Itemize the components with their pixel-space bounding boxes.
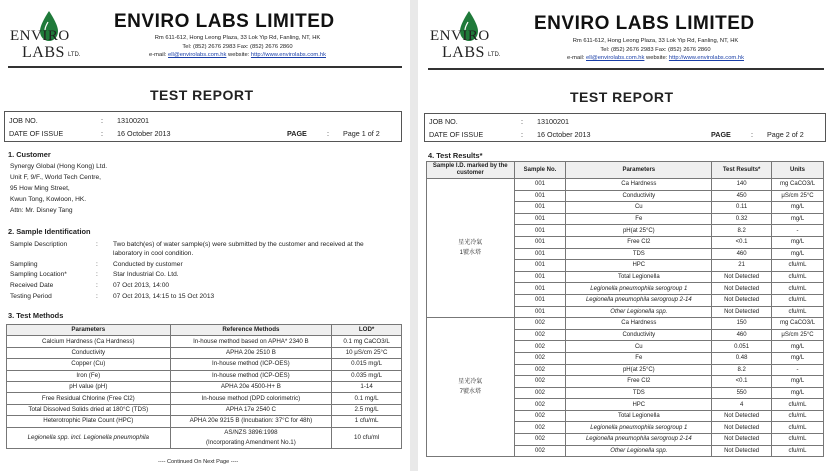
table-cell: μS/cm 25°C [772, 329, 824, 341]
table-cell: 8.2 [712, 225, 772, 237]
table-cell: Not Detected [712, 283, 772, 295]
table-cell: 001 [514, 260, 566, 272]
table-cell: Not Detected [712, 271, 772, 283]
table-cell: 0.035 mg/L [332, 370, 402, 381]
table-cell: mg/L [772, 213, 824, 225]
report-page-2 [418, 0, 836, 471]
table-cell: mg/L [772, 341, 824, 353]
report-page-1 [0, 0, 410, 471]
table-cell: Copper (Cu) [7, 359, 171, 370]
page-number: Page 2 of 2 [767, 130, 804, 139]
table-cell: Other Legionella spp. [566, 306, 712, 318]
table-cell: Conductivity [566, 329, 712, 341]
table-cell: 002 [514, 422, 566, 434]
contact-line [528, 54, 783, 63]
table-row [427, 179, 824, 191]
table-cell: cfu/mL [772, 306, 824, 318]
table-cell: Not Detected [712, 422, 772, 434]
report-title: TEST REPORT [570, 89, 674, 105]
logo-ltd: LTD. [488, 52, 501, 58]
table-cell: mg/L [772, 248, 824, 260]
table-cell: 1 cfu/mL [332, 416, 402, 427]
table-cell: mg/L [772, 387, 824, 399]
report-title: TEST REPORT [150, 87, 254, 103]
table-cell: 001 [514, 225, 566, 237]
table-cell [170, 427, 332, 448]
table-cell: <0.1 [712, 376, 772, 388]
enviro-labs-logo [430, 8, 535, 68]
customer-line: Unit F, 9/F., World Tech Centre, [10, 174, 102, 181]
table-cell: 001 [514, 271, 566, 283]
table-cell: Fe [566, 352, 712, 364]
table-cell: 001 [514, 248, 566, 260]
table-cell: APHA 17e 2540 C [170, 404, 332, 415]
address-line: Rm 611-612, Hong Leong Plaza, 33 Lok Yip Rd, Fanling, NT, HK [154, 35, 321, 41]
table-cell: HPC [566, 399, 712, 411]
email-link[interactable]: ell@envirolabs.com.hk [586, 55, 645, 62]
method-note: (Incorporating Amendment No.1) [206, 438, 296, 446]
table-cell: TDS [566, 387, 712, 399]
table-row [7, 404, 402, 415]
colon: : [101, 129, 103, 138]
id-value: Two batch(es) of water sample(s) were submitted by the customer and received at the [113, 241, 364, 248]
table-cell: 002 [514, 410, 566, 422]
colon: : [96, 282, 98, 289]
table-cell: 4 [712, 399, 772, 411]
table-cell: Total Legionella [566, 410, 712, 422]
page-label: PAGE [711, 130, 731, 139]
customer-heading: 1. Customer [8, 150, 51, 159]
table-cell: mg CaCO3/L [772, 179, 824, 191]
table-row [427, 318, 824, 330]
table-cell: Free Residual Chlorine (Free Cl2) [7, 393, 171, 404]
id-value: Conducted by customer [113, 261, 183, 268]
table-cell: mg/L [772, 202, 824, 214]
company-name: ENVIRO LABS LIMITED [534, 13, 755, 34]
table-row [7, 381, 402, 392]
colon: : [96, 293, 98, 300]
sample-identification-heading: 2. Sample Identification [8, 227, 91, 236]
id-label: Sampling Location* [10, 271, 67, 278]
colon: : [96, 271, 98, 278]
colon: : [96, 261, 98, 268]
table-row [7, 393, 402, 404]
sample-id-line: 星光冷氣 [458, 379, 483, 386]
table-cell: 460 [712, 329, 772, 341]
table-cell: 0.015 mg/L [332, 359, 402, 370]
table-cell: 001 [514, 190, 566, 202]
table-cell: 002 [514, 376, 566, 388]
test-methods-heading: 3. Test Methods [8, 311, 64, 320]
table-cell: 10 μS/cm 25°C [332, 347, 402, 358]
company-name: ENVIRO LABS LIMITED [114, 11, 335, 32]
table-cell: 001 [514, 202, 566, 214]
id-value: 07 Oct 2013, 14:15 to 15 Oct 2013 [113, 293, 215, 300]
column-header: LOD* [332, 325, 402, 336]
colon: : [521, 130, 523, 139]
table-row [7, 359, 402, 370]
table-cell: cfu/mL [772, 434, 824, 446]
test-results-table [426, 161, 824, 457]
table-cell: 450 [712, 190, 772, 202]
table-row [7, 416, 402, 427]
table-cell: μS/cm 25°C [772, 190, 824, 202]
id-label: Sampling [10, 261, 38, 268]
table-cell: 0.1 mg/L [332, 393, 402, 404]
id-value: laboratory in cool condition. [113, 250, 194, 257]
table-cell: Not Detected [712, 306, 772, 318]
sample-id-line: 1號水塔 [459, 250, 481, 257]
header-divider [8, 66, 402, 68]
column-header: Parameters [566, 162, 712, 179]
table-cell: 0.32 [712, 213, 772, 225]
job-no-value: 13100201 [117, 116, 149, 125]
table-cell: Cu [566, 341, 712, 353]
table-cell: Ca Hardness [566, 318, 712, 330]
job-no-value: 13100201 [537, 117, 569, 126]
table-cell: Other Legionella spp. [566, 445, 712, 457]
logo-word-enviro: ENVIRO [10, 28, 70, 44]
table-cell: 150 [712, 318, 772, 330]
table-cell: 10 cfu/ml [332, 427, 402, 448]
date-value: 16 October 2013 [117, 129, 171, 138]
table-cell: 001 [514, 236, 566, 248]
table-header-row [427, 162, 824, 179]
colon: : [101, 116, 103, 125]
colon: : [96, 241, 98, 248]
table-cell: Legionella pneumophila serogroup 2-14 [566, 294, 712, 306]
table-cell: 001 [514, 179, 566, 191]
table-cell: <0.1 [712, 236, 772, 248]
customer-line: Kwun Tong, Kowloon, HK. [10, 196, 87, 203]
table-cell: Conductivity [7, 347, 171, 358]
job-no-label: JOB NO. [429, 117, 458, 126]
website-label: website: [644, 55, 669, 62]
table-cell: Conductivity [566, 190, 712, 202]
table-cell: 002 [514, 434, 566, 446]
sample-id-line: 星光冷氣 [458, 240, 483, 247]
test-results-heading: 4. Test Results* [428, 151, 483, 160]
table-cell: Legionella spp. incl. Legionella pneumophila [7, 427, 171, 448]
id-value: 07 Oct 2013, 14:00 [113, 282, 170, 289]
table-cell: - [772, 364, 824, 376]
sample-id-cell [427, 318, 515, 457]
table-cell: mg CaCO3/L [772, 318, 824, 330]
table-cell: 0.051 [712, 341, 772, 353]
table-cell: Legionella pneumophila serogroup 2-14 [566, 434, 712, 446]
table-cell: Total Dissolved Solids dried at 180°C (TDS) [7, 404, 171, 415]
table-cell: 0.48 [712, 352, 772, 364]
logo-ltd: LTD. [68, 52, 81, 58]
colon: : [751, 130, 753, 139]
date-value: 16 October 2013 [537, 130, 591, 139]
table-row [7, 336, 402, 347]
table-cell: 1-14 [332, 381, 402, 392]
table-cell: In-house method (DPD colorimetric) [170, 393, 332, 404]
table-cell: APHA 20e 4500-H+ B [170, 381, 332, 392]
table-cell: cfu/mL [772, 271, 824, 283]
table-cell: APHA 20e 2510 B [170, 347, 332, 358]
column-header: Parameters [7, 325, 171, 336]
table-header-row [7, 325, 402, 336]
table-cell: 21 [712, 260, 772, 272]
column-header: Sample I.D. marked by the customer [427, 162, 515, 179]
column-header: Sample No. [514, 162, 566, 179]
test-methods-table [6, 324, 402, 449]
job-no-label: JOB NO. [9, 116, 38, 125]
table-cell: Legionella pneumophila serogroup 1 [566, 422, 712, 434]
date-label: DATE OF ISSUE [9, 129, 64, 138]
table-cell: Cu [566, 202, 712, 214]
table-cell: Calcium Hardness (Ca Hardness) [7, 336, 171, 347]
table-cell: Free Cl2 [566, 236, 712, 248]
table-cell: 001 [514, 294, 566, 306]
tel-fax-line: Tel: (852) 2676 2983 Fax: (852) 2676 2860 [182, 43, 293, 50]
email-label: e-mail: [149, 52, 169, 59]
table-cell: 460 [712, 248, 772, 260]
table-cell: Not Detected [712, 445, 772, 457]
table-cell: cfu/mL [772, 283, 824, 295]
id-label: Testing Period [10, 293, 52, 300]
table-cell: 140 [712, 179, 772, 191]
table-cell: APHA 20e 9215 B (Incubation: 37°C for 48h) [170, 416, 332, 427]
table-cell: cfu/mL [772, 410, 824, 422]
contact-line [110, 51, 365, 60]
address-line: Rm 611-612, Hong Leong Plaza, 33 Lok Yip Rd, Fanling, NT, HK [572, 38, 739, 44]
table-cell: pH(at 25°C) [566, 225, 712, 237]
page-label: PAGE [287, 129, 307, 138]
method-line: AS/NZS 3896:1998 [224, 428, 278, 436]
sample-id-cell [427, 179, 515, 318]
customer-line: Attn: Mr. Disney Tang [10, 207, 73, 214]
table-cell: cfu/mL [772, 260, 824, 272]
table-cell: Fe [566, 213, 712, 225]
table-cell: 0.1 mg CaCO3/L [332, 336, 402, 347]
table-cell: 002 [514, 329, 566, 341]
continued-note: ---- Continued On Next Page ---- [158, 459, 239, 465]
customer-line: Synergy Global (Hong Kong) Ltd. [10, 163, 108, 170]
table-cell: 550 [712, 387, 772, 399]
email-label: e-mail: [567, 55, 587, 62]
page-number: Page 1 of 2 [343, 129, 380, 138]
table-cell: 2.5 mg/L [332, 404, 402, 415]
sample-id-line: 7號水塔 [459, 389, 481, 396]
customer-line: 95 How Ming Street, [10, 185, 70, 192]
table-row [7, 427, 402, 448]
website-label: website: [226, 52, 251, 59]
colon: : [327, 129, 329, 138]
table-cell: In-house method based on APHA* 2340 B [170, 336, 332, 347]
table-cell: pH value (pH) [7, 381, 171, 392]
logo-word-enviro: ENVIRO [430, 28, 490, 44]
table-cell: mg/L [772, 376, 824, 388]
logo-word-labs: LABS [442, 44, 485, 61]
table-cell: cfu/mL [772, 399, 824, 411]
table-cell: Total Legionella [566, 271, 712, 283]
table-cell: - [772, 225, 824, 237]
table-cell: mg/L [772, 352, 824, 364]
report-info-box [4, 111, 402, 142]
table-cell: 001 [514, 213, 566, 225]
table-cell: Not Detected [712, 410, 772, 422]
table-row [7, 370, 402, 381]
table-cell: In-house method (ICP-OES) [170, 370, 332, 381]
table-cell: 002 [514, 352, 566, 364]
id-label: Sample Description [10, 241, 68, 248]
table-cell: HPC [566, 260, 712, 272]
report-info-box [424, 113, 826, 142]
table-cell: 002 [514, 364, 566, 376]
table-cell: 8.2 [712, 364, 772, 376]
table-cell: cfu/mL [772, 422, 824, 434]
table-cell: cfu/mL [772, 294, 824, 306]
table-cell: Not Detected [712, 434, 772, 446]
website-link[interactable]: http://www.envirolabs.com.hk [250, 52, 326, 59]
table-cell: TDS [566, 248, 712, 260]
column-header: Reference Methods [170, 325, 332, 336]
table-cell: 001 [514, 283, 566, 295]
table-cell: 002 [514, 399, 566, 411]
date-label: DATE OF ISSUE [429, 130, 484, 139]
table-cell: 001 [514, 306, 566, 318]
header-divider [428, 68, 824, 70]
table-cell: Iron (Fe) [7, 370, 171, 381]
email-link[interactable]: ell@envirolabs.com.hk [168, 52, 227, 59]
table-cell: pH(at 25°C) [566, 364, 712, 376]
table-cell: 0.11 [712, 202, 772, 214]
table-cell: cfu/mL [772, 445, 824, 457]
table-cell: 002 [514, 387, 566, 399]
id-label: Received Date [10, 282, 54, 289]
table-cell: Heterotrophic Plate Count (HPC) [7, 416, 171, 427]
table-cell: 002 [514, 341, 566, 353]
table-cell: In-house method (ICP-OES) [170, 359, 332, 370]
table-cell: Legionella pneumophila serogroup 1 [566, 283, 712, 295]
tel-fax-line: Tel: (852) 2676 2983 Fax: (852) 2676 2860 [600, 46, 711, 53]
table-cell: 002 [514, 318, 566, 330]
enviro-labs-logo [10, 8, 115, 68]
table-cell: 002 [514, 445, 566, 457]
table-cell: Not Detected [712, 294, 772, 306]
logo-word-labs: LABS [22, 44, 65, 61]
website-link[interactable]: http://www.envirolabs.com.hk [668, 55, 744, 62]
table-cell: Free Cl2 [566, 376, 712, 388]
colon: : [521, 117, 523, 126]
column-header: Units [772, 162, 824, 179]
company-address [528, 37, 783, 63]
table-row [7, 347, 402, 358]
table-cell: Ca Hardness [566, 179, 712, 191]
column-header: Test Results* [712, 162, 772, 179]
table-cell: mg/L [772, 236, 824, 248]
id-value: Star Industrial Co. Ltd. [113, 271, 179, 278]
company-address [110, 34, 365, 60]
